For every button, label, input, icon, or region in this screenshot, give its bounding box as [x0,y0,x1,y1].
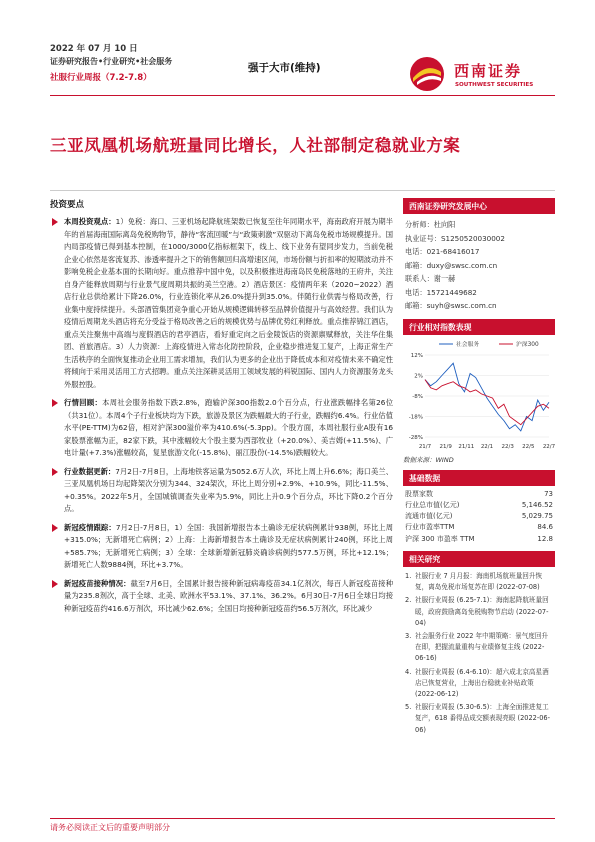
bullet-icon [52,580,58,588]
x-tick-label: 21/9 [439,443,452,450]
paragraph-covid-tracking [50,522,393,572]
header-divider [50,95,555,96]
brand-name: 西南证券 [454,62,523,80]
contact-email[interactable]: 邮箱：suyh@swsc.com.cn [405,301,497,310]
analyst-contacts [403,214,555,315]
legend-label: 沪深300 [516,341,539,348]
basic-data-table [403,486,555,545]
paragraph-lead: 新冠疫苗接种情况： [64,578,131,588]
y-tick-label: -28% [408,434,423,441]
chart-svg [403,335,555,453]
bullet-icon [52,399,58,407]
analyst-phone: 电话：021-68416017 [405,247,480,256]
report-category: 证券研究报告•行业研究•社会服务 [50,57,173,66]
paragraph-text: 截至7月6日，全国累计报告接种新冠病毒疫苗34.1亿剂次，每百人新冠疫苗接种量为235.8剂次，高于全球、北美、欧洲水平53.1%、37.1%、36.2%。6月30日-7月6日全球日均接种新冠疫苗约416.6万剂次，环比减少62.6%；全国日均接种新冠疫苗约56.5万剂次，环比减少 [64,578,394,613]
paragraph-text: 本周社会服务指数下跌2.8%，跑输沪深300指数2.0个百分点，行业涨跌幅排名第26位（共31位）。本周4个子行业板块均为下跌，旅游及景区为跌幅最大的子行业，跌幅约6.4%。行业估值水平(PE-TTM)为62倍，相对沪深300溢价率为410.6%(-5.3pp)。个股方面，本周社服行业A股有16家股票涨幅为正，82家下跌，其中涨幅较大个股主要为西部牧业（+20.0%）、美吉姆(+11.5%)、广电计量(+7.3%)涨幅较高，复星旅游文化(-15.8%)、丽江股份(-14.5%)跌幅较大。 [64,398,394,457]
paragraph-lead: 行业数据更新： [64,466,116,476]
research-center-title: 西南证券研究发展中心 [403,198,555,214]
paragraph-lead: 本周投资观点： [64,217,116,226]
table-row: 股票家数 73 [405,489,553,498]
paragraph-vaccination [50,578,393,616]
list-item[interactable]: 4. 社服行业周报 (6.4-6.10)：超六成北京高星酒店已恢复营业，上海出台稳就业补贴政策 (2022-06-12) [405,667,549,699]
footer-divider [50,818,555,819]
section-heading: 投资要点 [50,200,85,210]
table-row: 流通市值(亿元) 5,029.75 [405,512,553,521]
legend-label: 社会服务 [456,341,480,348]
series-line-social-service [425,363,549,431]
table-row: 沪深 300 市盈率 TTM 12.8 [405,534,553,543]
contact-name: 联系人：谢一赫 [405,274,456,283]
list-item[interactable]: 5. 社服行业周报 (5.30-6.5)：上海全面推进复工复产，618 番得品成交额表现亮眼 (2022-06-06) [405,703,550,734]
sidebar [403,198,555,738]
x-tick-label: 22/5 [522,443,535,450]
relative-index-chart [403,335,555,453]
paragraph-data-update [50,466,393,516]
x-tick-label: 21/7 [418,443,432,450]
report-date: 2022 年 07 月 10 日 [50,44,138,54]
chart-source: 数据来源：WIND [403,455,454,464]
report-title: 三亚凤凰机场航班量同比增长，人社部制定稳就业方案 [50,136,461,155]
main-content [50,198,393,621]
y-tick-label: 12% [410,352,423,359]
bullet-icon [52,218,58,226]
paragraph-text: 1）免税：海口、三亚机场起降航班架数已恢复至往年同期水平，海南政府开展为期半年的首届海南国际离岛免税购物节，静待“客流回暖”与“政策刺激”双驱动下离岛免税市场规模提升。国内局部疫情已得到基本控制，在1000/3000亿指标框架下，线上、线下业务有望同步发力，当前免税企业心依然是客流复苏、渗透率提升之下的销售额回归高增速区间，市场份额与折扣率的短期波动并不影响免税企业基本面的长期向好。重点推荐中国中免，以及积极推进海南岛民免税落地的王府井，关注自身产能释放周期与行业景气度周期共振的美兰空港。2）酒店景区：疫情两年来（2020~2022）酒店行业总供给累计下降26.0%，行业连锁化率从26.0%提升到35.0%。伴随行业供需与格局改善，行业集中度持续提升。头部酒管集团竞争重心开始从规模逻辑转移至品牌价值提升与高效经营。我们认为疫情后周期龙头酒店将充分受益于格局改善之后的规模优势与品牌优势红利释放。重点推荐锦江酒店，重点关注聚焦中高端与度假酒店的君亭酒店，看好重定向之后金陵饭店的资源禀赋释放，关注华住集团、首旅酒店。3）人力资源：上海疫情进入常态化防控阶段，企业稳步推进复工复产，上海正常生产生活秩序的全面恢复推动企业用工需求增加，我们认为更多的企业出于降低成本和对疫情未来不确定性将倾向于采用灵活用工方式招聘。重点关注深耕灵活用工领域发展的科锐国际、国内人力资源服务龙头外服控股。 [64,217,394,389]
list-item[interactable]: 3. 社会服务行业 2022 年中期策略：景气度回升在即，把握流量重构与业绩修复主线 (2022-06-16) [405,632,549,663]
paragraph-lead: 新冠疫情跟踪： [64,522,116,532]
x-tick-label: 21/11 [458,443,475,450]
related-research-list [403,567,555,736]
report-series: 社服行业周报（7.2-7.8） [50,73,152,83]
x-tick-label: 22/1 [480,443,494,450]
brand-name-en: SOUTHWEST SECURITIES [455,82,534,88]
bullet-icon [52,524,58,532]
series-line-csi300 [425,379,549,424]
paragraph-market-review [50,397,393,460]
analyst-license: 执业证号：S1250520030002 [405,233,505,243]
paragraph-text: 7月2日-7月8日，上海地铁客运量为5052.6万人次，环比上周上升6.6%；海口美兰、三亚凤凰机场日均起降架次分别为344、324架次，环比上周分别+2.9%、+10.9%，同比-11.5%、+0.35%。2022年5月，全国城镇调查失业率为5.9%，同比上升0.9个百分点，环比下降0.2个百分点。 [64,466,393,513]
x-tick-label: 22/3 [501,443,514,450]
list-item[interactable]: 1. 社服行业 7 月月报：海南机场航班量回升恢复，离岛免税市场复苏在即 (2022-07-08) [405,571,543,592]
related-research-title: 相关研究 [403,551,555,567]
y-tick-label: -18% [408,414,423,420]
contact-phone: 电话：15721449682 [405,287,477,297]
y-tick-label: -8% [412,393,423,400]
x-tick-label: 22/7 [542,443,555,450]
analyst-email[interactable]: 邮箱：duxy@swsc.com.cn [405,260,498,270]
paragraph-lead: 行情回顾： [64,398,103,407]
table-row: 行业总市值(亿元) 5,146.52 [405,500,553,509]
list-item[interactable]: 2. 社服行业周报 (6.25-7.1)：海南起降航班量回暖，政府鼓励离岛免税购物节启动 (2022-07-04) [405,596,549,627]
paragraph-investment-view [50,216,393,391]
paragraph-text: 7月2日-7月8日，1）全国：我国新增报告本土确诊无症状病例累计938例，环比上周+315.0%；无新增死亡病例；2）上海：上海新增报告本土确诊及无症状病例累计240例，环比上周+585.7%；无新增死亡病例；3）全球：全球新增新冠肺炎确诊病例约577.5万例，环比+12.1%；新增死亡人数9884例，环比+3.7%。 [64,522,394,569]
footer-disclaimer: 请务必阅读正文后的重要声明部分 [50,823,170,832]
table-row: 行业市盈率TTM 84.6 [405,523,553,532]
industry-rating: 强于大市(维持) [248,62,321,74]
y-tick-label: 2% [414,373,423,379]
title-divider [50,190,555,191]
basic-data-title: 基础数据 [403,470,555,486]
chart-section-title: 行业相对指数表现 [403,319,555,335]
analyst-name: 分析师：杜向阳 [405,220,456,229]
bullet-icon [52,468,58,476]
